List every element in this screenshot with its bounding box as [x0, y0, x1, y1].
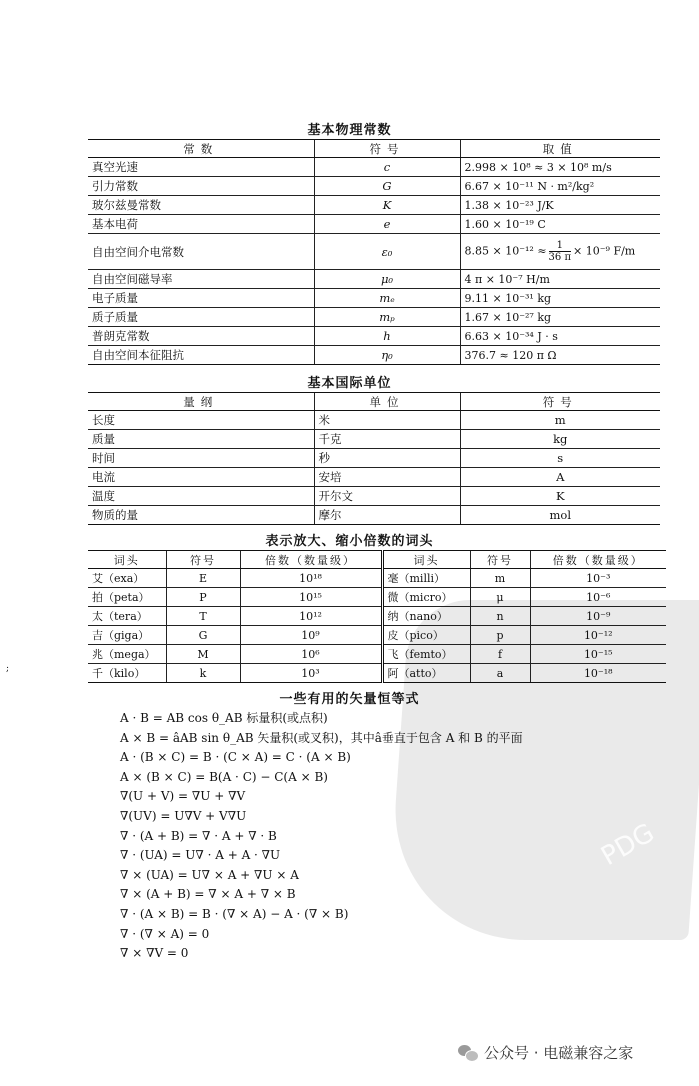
constant-symbol: ε₀: [314, 234, 460, 270]
table-row: [88, 196, 660, 215]
constants-title: 基本物理常数: [307, 123, 392, 138]
header-value: 取值: [460, 140, 660, 158]
prefix-name: 飞（femto）: [382, 645, 470, 664]
constant-name: 自由空间磁导率: [88, 270, 314, 289]
constant-value: [460, 234, 660, 270]
constant-name: 质子质量: [88, 308, 314, 327]
table-row: [88, 487, 660, 506]
table-row: [88, 449, 660, 468]
prefix-symbol: p: [470, 626, 530, 645]
prefix-multiplier: 10³: [240, 664, 382, 683]
prefix-symbol: n: [470, 607, 530, 626]
constant-symbol: mₚ: [314, 308, 460, 327]
identities-title: 一些有用的矢量恒等式: [279, 692, 420, 707]
unit-name: 米: [314, 411, 460, 430]
quantity-name: 质量: [88, 430, 314, 449]
constant-value: 1.60 × 10⁻¹⁹ C: [460, 215, 660, 234]
header-prefix: 词头: [382, 551, 470, 569]
prefix-symbol: f: [470, 645, 530, 664]
prefix-symbol: m: [470, 569, 530, 588]
value-suffix: × 10⁻⁹ F/m: [573, 244, 636, 258]
table-row: [88, 506, 660, 525]
identity-line: ∇ × ∇V = 0: [120, 946, 189, 961]
prefix-name: 艾（exa）: [88, 569, 166, 588]
prefix-name: 纳（nano）: [382, 607, 470, 626]
identity-line: ∇ · (UA) = U∇ · A + A · ∇U: [120, 848, 281, 863]
prefix-name: 吉（giga）: [88, 626, 166, 645]
prefix-symbol: E: [166, 569, 240, 588]
identity-line: ∇ · (∇ × A) = 0: [120, 926, 210, 941]
table-row: [88, 215, 660, 234]
table-row: [88, 270, 660, 289]
table-row: [88, 234, 660, 270]
constant-symbol: η₀: [314, 346, 460, 365]
prefix-name: 拍（peta）: [88, 588, 166, 607]
prefix-multiplier: 10⁻³: [530, 569, 666, 588]
table-row: [88, 411, 660, 430]
table-row: [88, 158, 660, 177]
table-row: [88, 569, 666, 588]
fraction-denominator: 36 π: [548, 252, 572, 263]
prefixes-table: [88, 550, 666, 683]
header-unit: 单位: [314, 393, 460, 411]
constant-name: 引力常数: [88, 177, 314, 196]
constant-symbol: mₑ: [314, 289, 460, 308]
constant-symbol: μ₀: [314, 270, 460, 289]
prefix-name: 皮（pico）: [382, 626, 470, 645]
identity-line: A · B = AB cos θ_AB 标量积(或点积): [120, 711, 328, 725]
footer-text: 公众号 · 电磁兼容之家: [484, 1044, 634, 1062]
header-constant: 常数: [88, 140, 314, 158]
constant-name: 真空光速: [88, 158, 314, 177]
prefix-multiplier: 10⁻¹²: [530, 626, 666, 645]
footer-watermark: [458, 1042, 633, 1063]
unit-name: 开尔文: [314, 487, 460, 506]
constant-name: 电子质量: [88, 289, 314, 308]
prefix-name: 千（kilo）: [88, 664, 166, 683]
constant-value: 6.67 × 10⁻¹¹ N · m²/kg²: [460, 177, 660, 196]
constant-symbol: G: [314, 177, 460, 196]
identity-line: A · (B × C) = B · (C × A) = C · (A × B): [120, 750, 351, 765]
prefix-name: 太（tera）: [88, 607, 166, 626]
constant-name: 自由空间介电常数: [88, 234, 314, 270]
quantity-name: 时间: [88, 449, 314, 468]
identity-line: ∇ × (UA) = U∇ × A + ∇U × A: [120, 867, 299, 882]
prefix-multiplier: 10⁻⁶: [530, 588, 666, 607]
header-symbol: 符号: [460, 393, 660, 411]
constant-value: 9.11 × 10⁻³¹ kg: [460, 289, 660, 308]
prefix-multiplier: 10⁻¹⁵: [530, 645, 666, 664]
identity-line: A × B = âAB sin θ_AB 矢量积(或叉积)，其中â垂直于包含 A 和 B 的平面: [120, 730, 523, 745]
unit-name: 秒: [314, 449, 460, 468]
table-row: [88, 327, 660, 346]
unit-symbol: mol: [460, 506, 660, 525]
table-row: [88, 664, 666, 683]
prefix-multiplier: 10⁻⁹: [530, 607, 666, 626]
table-row: [88, 177, 660, 196]
identity-line: ∇(UV) = U∇V + V∇U: [120, 808, 247, 823]
prefix-symbol: T: [166, 607, 240, 626]
header-multiplier: 倍数（数量级）: [530, 551, 666, 569]
prefix-symbol: μ: [470, 588, 530, 607]
prefix-symbol: M: [166, 645, 240, 664]
unit-symbol: A: [460, 468, 660, 487]
header-prefix: 词头: [88, 551, 166, 569]
prefix-multiplier: 10¹⁸: [240, 569, 382, 588]
constant-value: 376.7 ≈ 120 π Ω: [460, 346, 660, 365]
prefix-name: 阿（atto）: [382, 664, 470, 683]
identity-line: ∇ × (A + B) = ∇ × A + ∇ × B: [120, 887, 296, 902]
table-row: [88, 626, 666, 645]
prefix-symbol: P: [166, 588, 240, 607]
constant-value: 2.998 × 10⁸ ≈ 3 × 10⁸ m/s: [460, 158, 660, 177]
table-row: [88, 588, 666, 607]
prefix-multiplier: 10⁶: [240, 645, 382, 664]
prefix-multiplier: 10¹⁵: [240, 588, 382, 607]
quantity-name: 物质的量: [88, 506, 314, 525]
constant-symbol: K: [314, 196, 460, 215]
quantity-name: 长度: [88, 411, 314, 430]
watermark-stamp-text: PDG: [596, 818, 660, 872]
prefix-multiplier: 10⁻¹⁸: [530, 664, 666, 683]
constant-name: 普朗克常数: [88, 327, 314, 346]
table-row: [88, 289, 660, 308]
constant-symbol: c: [314, 158, 460, 177]
margin-mark: ;: [6, 664, 10, 674]
prefix-name: 兆（mega）: [88, 645, 166, 664]
si-units-table: [88, 392, 660, 525]
table-row: [88, 430, 660, 449]
table-row: [88, 468, 660, 487]
prefixes-title: 表示放大、缩小倍数的词头: [265, 534, 434, 549]
unit-symbol: m: [460, 411, 660, 430]
identity-line: A × (B × C) = B(A · C) − C(A × B): [120, 769, 328, 784]
constant-name: 自由空间本征阻抗: [88, 346, 314, 365]
identity-line: ∇(U + V) = ∇U + ∇V: [120, 789, 246, 804]
constant-name: 玻尔兹曼常数: [88, 196, 314, 215]
header-symbol: 符号: [314, 140, 460, 158]
table-row: [88, 308, 660, 327]
constant-symbol: h: [314, 327, 460, 346]
constant-value: 1.67 × 10⁻²⁷ kg: [460, 308, 660, 327]
prefix-multiplier: 10¹²: [240, 607, 382, 626]
si-units-title: 基本国际单位: [307, 376, 392, 391]
unit-symbol: K: [460, 487, 660, 506]
constant-value: 1.38 × 10⁻²³ J/K: [460, 196, 660, 215]
prefix-multiplier: 10⁹: [240, 626, 382, 645]
identity-line: ∇ · (A × B) = B · (∇ × A) − A · (∇ × B): [120, 906, 349, 921]
value-prefix: 8.85 × 10⁻¹² ≈: [464, 244, 547, 258]
unit-symbol: kg: [460, 430, 660, 449]
constant-symbol: e: [314, 215, 460, 234]
prefix-name: 毫（milli）: [382, 569, 470, 588]
prefix-symbol: k: [166, 664, 240, 683]
fraction-numerator: 1: [549, 240, 571, 252]
header-symbol: 符号: [470, 551, 530, 569]
unit-name: 摩尔: [314, 506, 460, 525]
header-symbol: 符号: [166, 551, 240, 569]
constant-name: 基本电荷: [88, 215, 314, 234]
header-multiplier: 倍数（数量级）: [240, 551, 382, 569]
prefix-symbol: G: [166, 626, 240, 645]
wechat-icon: [458, 1045, 478, 1061]
prefix-symbol: a: [470, 664, 530, 683]
quantity-name: 温度: [88, 487, 314, 506]
constants-table: [88, 139, 660, 365]
table-row: [88, 607, 666, 626]
prefix-name: 微（micro）: [382, 588, 470, 607]
unit-symbol: s: [460, 449, 660, 468]
fraction: [549, 240, 571, 263]
unit-name: 千克: [314, 430, 460, 449]
identity-line: ∇ · (A + B) = ∇ · A + ∇ · B: [120, 828, 277, 843]
constant-value: 4 π × 10⁻⁷ H/m: [460, 270, 660, 289]
unit-name: 安培: [314, 468, 460, 487]
identities-list: [120, 709, 660, 964]
table-row: [88, 645, 666, 664]
constant-value: 6.63 × 10⁻³⁴ J · s: [460, 327, 660, 346]
quantity-name: 电流: [88, 468, 314, 487]
table-row: [88, 346, 660, 365]
header-quantity: 量纲: [88, 393, 314, 411]
